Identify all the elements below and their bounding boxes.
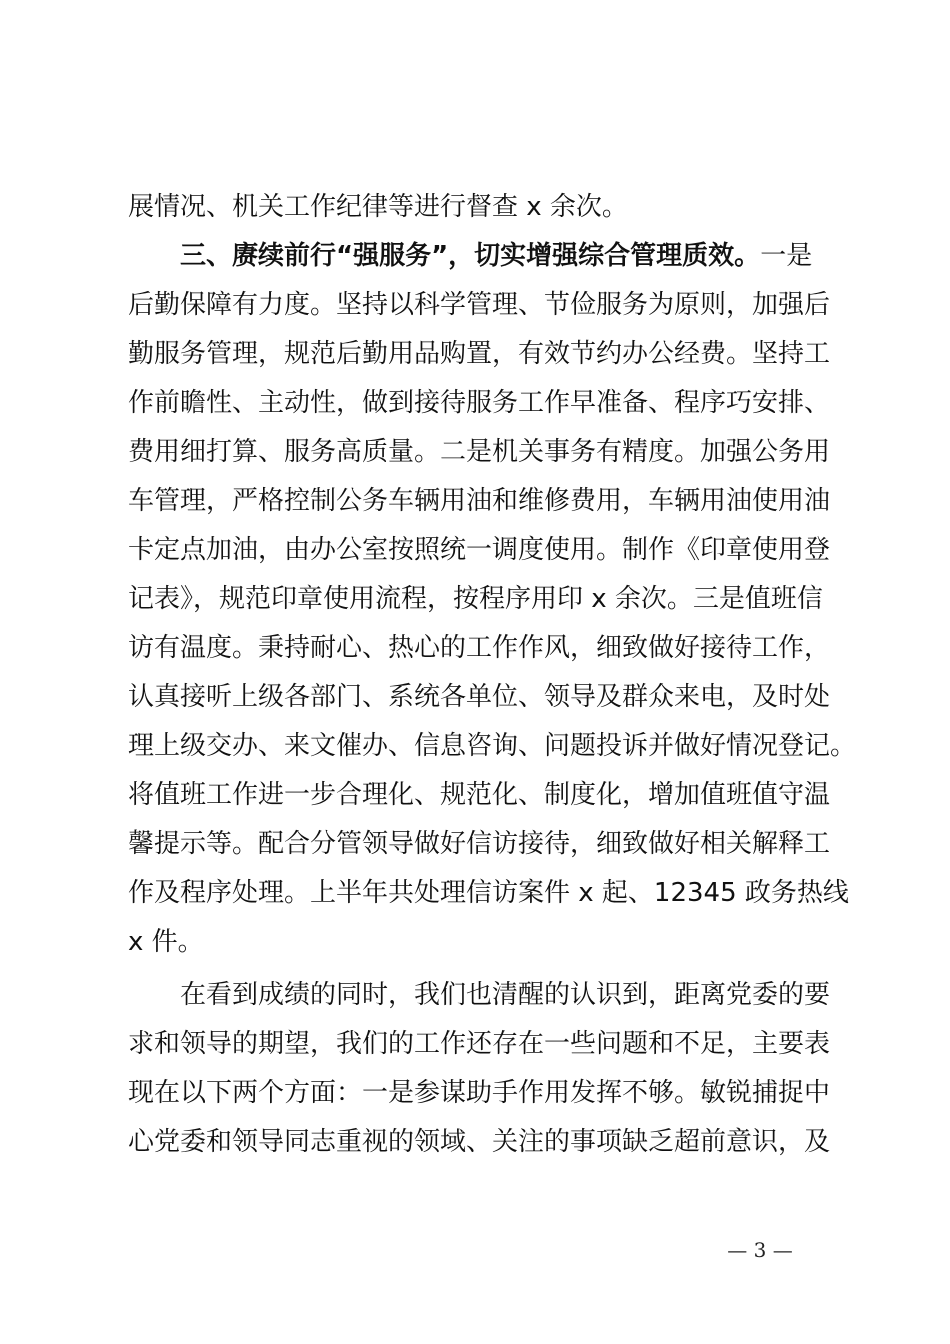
body-text-line: 馨提示等。配合分管领导做好信访接待，细致做好相关解释工 (128, 829, 831, 859)
section-heading-line (180, 241, 812, 271)
body-text-line: 记表》，规范印章使用流程，按程序用印 x 余次。三是值班信 (128, 584, 823, 614)
body-text-line: 车管理，严格控制公务车辆用油和维修费用，车辆用油使用油 (128, 486, 831, 516)
heading-continuation: 一是 (760, 241, 813, 271)
body-text-line: 访有温度。秉持耐心、热心的工作作风，细致做好接待工作， (128, 633, 831, 663)
body-text-line: 勤服务管理，规范后勤用品购置，有效节约办公经费。坚持工 (128, 339, 831, 369)
body-text-line: 作前瞻性、主动性，做到接待服务工作早准备、程序巧安排、 (128, 388, 831, 418)
body-text-line: 卡定点加油，由办公室按照统一调度使用。制作《印章使用登 (128, 535, 831, 565)
body-text-line: 作及程序处理。上半年共处理信访案件 x 起、12345 政务热线 (128, 878, 849, 908)
body-text-line: 展情况、机关工作纪律等进行督查 x 余次。 (128, 192, 628, 222)
paragraph-first-line: 在看到成绩的同时，我们也清醒的认识到，距离党委的要 (180, 980, 831, 1010)
body-text-line: 费用细打算、服务高质量。二是机关事务有精度。加强公务用 (128, 437, 831, 467)
body-text-line: 理上级交办、来文催办、信息咨询、问题投诉并做好情况登记。 (128, 731, 857, 761)
body-text-line: x 件。 (128, 927, 204, 957)
body-text-line: 求和领导的期望，我们的工作还存在一些问题和不足，主要表 (128, 1029, 831, 1059)
body-text-line: 将值班工作进一步合理化、规范化、制度化，增加值班值守温 (128, 780, 831, 810)
body-text-line: 现在以下两个方面：一是参谋助手作用发挥不够。敏锐捕捉中 (128, 1078, 831, 1108)
body-text-line: 认真接听上级各部门、系统各单位、领导及群众来电，及时处 (128, 682, 831, 712)
body-text-line: 心党委和领导同志重视的领域、关注的事项缺乏超前意识，及 (128, 1127, 831, 1157)
page-number: — 3 — (727, 1238, 793, 1262)
section-heading: 三、赓续前行“强服务”，切实增强综合管理质效。 (180, 241, 761, 271)
body-text-line: 后勤保障有力度。坚持以科学管理、节俭服务为原则，加强后 (128, 290, 831, 320)
